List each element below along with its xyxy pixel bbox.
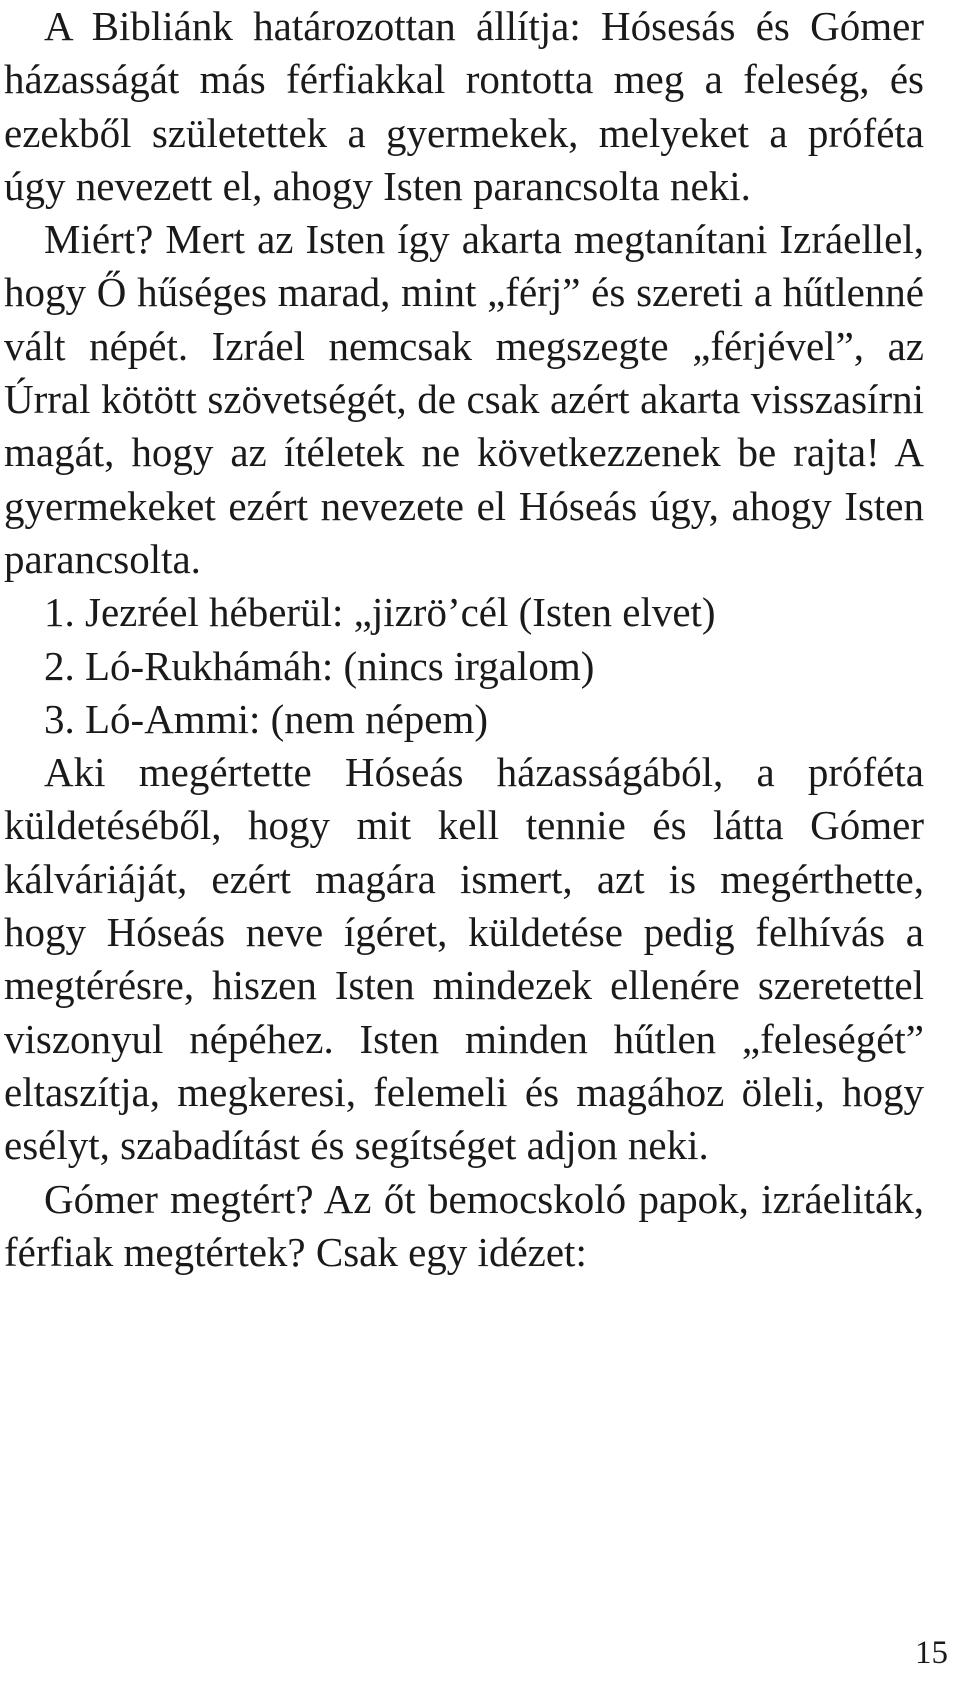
list-item-3: 3. Ló-Ammi: (nem népem) [44, 695, 489, 742]
list-item-1: 1. Jezréel héberül: „jizrö’cél (Isten elvet) [44, 589, 716, 636]
paragraph-1: A Bibliánk határozottan állítja: Hósesás és Gómer házasságát más férfiakkal rontotta meg a feleség, és ezekből születettek a gyermekek, melyeket a próféta úgy nevezett el, ahogy Isten parancsolta neki. [4, 3, 924, 209]
paragraph-3: Aki megértette Hóseás házasságából, a próféta küldetéséből, hogy mit kell tennie és látta Gómer kálváriáját, ezért magára ismert, azt is megérthette, hogy Hóseás neve ígéret, küldetése pedig felhívás a megtérésre, hiszen Isten mindezek ellenére szeretettel viszonyul népéhez. Isten minden hűtlen „feleségét” eltaszítja, megkeresi, felemeli és magához öleli, hogy esélyt, szabadítást és segítséget adjon neki. [4, 749, 924, 1169]
paragraph-4: Gómer megtért? Az őt bemocskoló papok, izráeliták, férfiak megtértek? Csak egy idézet: [4, 1175, 924, 1275]
body-text [4, 0, 924, 1279]
page-number: 15 [915, 1635, 948, 1671]
list-item-2: 2. Ló-Rukhámáh: (nincs irgalom) [44, 642, 595, 689]
paragraph-2: Miért? Mert az Isten így akarta megtanítani Izráellel, hogy Ő hűséges marad, mint „férj” és szereti a hűtlenné vált népét. Izráel nemcsak megszegte „férjével”, az Úrral kötött szövetségét, de csak azért akarta visszasírni magát, hogy az ítéletek ne következzenek be rajta! A gyermekeket ezért nevezete el Hóseás úgy, ahogy Isten parancsolta. [4, 216, 924, 582]
